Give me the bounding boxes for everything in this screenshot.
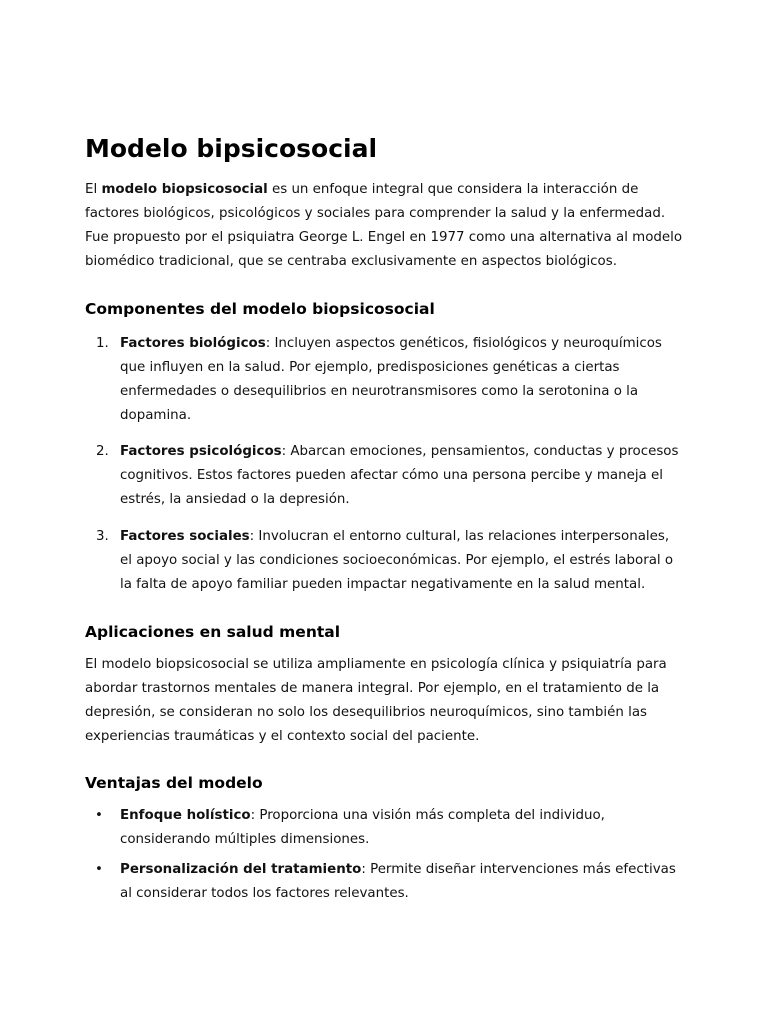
list-number: 1. (96, 336, 109, 351)
page-title: Modelo bipsicosocial (85, 134, 378, 163)
list-number: 2. (96, 444, 109, 459)
list-item-term: Factores sociales (120, 529, 250, 544)
document-page (85, 132, 685, 906)
intro-prefix: El (85, 182, 102, 197)
applications-paragraph: El modelo biopsicosocial se utiliza ampliamente en psicología clínica y psiquiatría para abordar trastornos mentales de manera integral. Por ejemplo, en el tratamiento de la depresión, se consideran no solo los desequilibrios neuroquímicos, sino también las experiencias traumáticas y el contexto social del paciente. (85, 657, 667, 744)
list-item-text: : Involucran el entorno cultural, las relaciones interpersonales, el apoyo social y las condiciones socioeconómicas. Por ejemplo, el estrés laboral o la falta de apoyo familiar pueden impactar negativamente en la salud mental. (120, 529, 674, 592)
list-item (85, 440, 685, 512)
components-heading: Componentes del modelo biopsicosocial (85, 300, 435, 318)
list-item-term: Factores biológicos (120, 336, 266, 351)
components-list (85, 332, 685, 597)
bullet-icon: • (95, 862, 103, 877)
list-item-text: : Abarcan emociones, pensamientos, conductas y procesos cognitivos. Estos factores pueden afectar cómo una persona percibe y maneja el estrés, la ansiedad o la depresión. (120, 444, 679, 507)
list-item-term: Factores psicológicos (120, 444, 282, 459)
intro-bold-term: modelo biopsicosocial (101, 182, 268, 197)
list-item-text: : Proporciona una visión más completa del individuo, considerando múltiples dimensiones. (120, 808, 605, 847)
list-item-term: Enfoque holístico (120, 808, 251, 823)
intro-text: es un enfoque integral que considera la interacción de factores biológicos, psicológicos y sociales para comprender la salud y la enfermedad. Fue propuesto por el psiquiatra George L. Engel en 1977 como una alternativa al modelo biomédico tradicional, que se centraba exclusivamente en aspectos biológicos. (85, 182, 683, 269)
list-item (85, 525, 685, 597)
applications-heading: Aplicaciones en salud mental (85, 623, 341, 641)
intro-paragraph (85, 178, 685, 274)
advantages-list (85, 804, 685, 906)
list-item (85, 804, 685, 852)
list-item (85, 858, 685, 906)
list-item-text: : Permite diseñar intervenciones más efectivas al considerar todos los factores relevantes. (120, 862, 676, 901)
list-item-term: Personalización del tratamiento (120, 862, 362, 877)
bullet-icon: • (95, 808, 103, 823)
list-number: 3. (96, 529, 109, 544)
list-item-text: : Incluyen aspectos genéticos, fisiológicos y neuroquímicos que influyen en la salud. Por ejemplo, predisposiciones genéticas a ciertas enfermedades o desequilibrios en neurotransmisores como la serotonina o la dopamina. (120, 336, 662, 423)
list-item (85, 332, 685, 428)
advantages-heading: Ventajas del modelo (85, 774, 263, 792)
